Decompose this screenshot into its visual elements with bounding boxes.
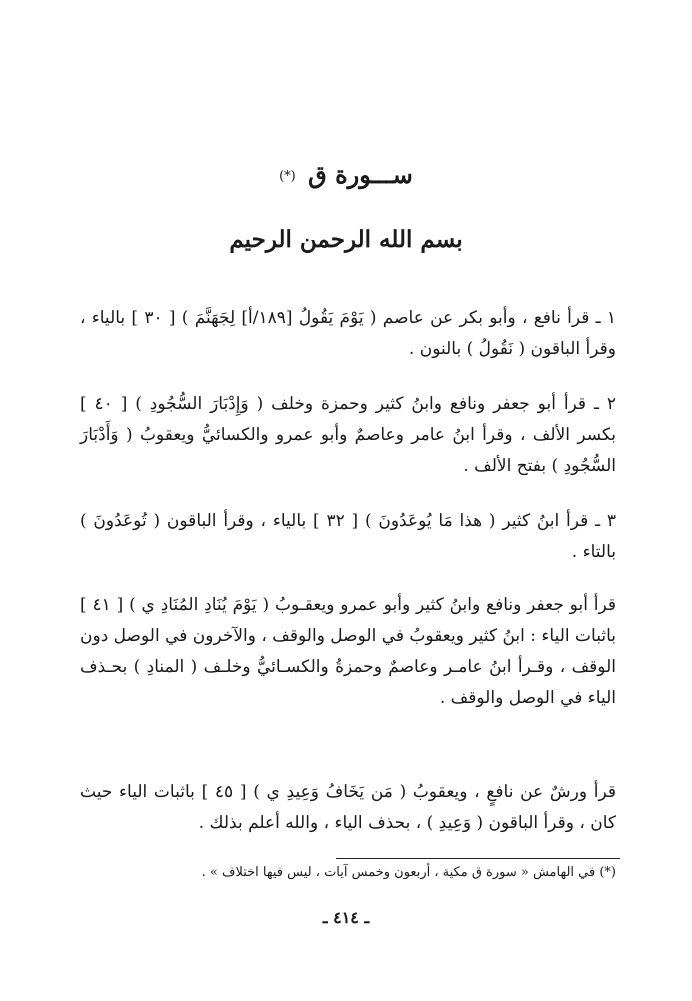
paragraph-4: قرأ أبو جعفر ونافع وابنُ كثير وأبو عمرو ويعقـوبُ ( يَوْمَ يُنَادِ المُنَادِ ي ) [ ٤١ ] باثبات الياء : ابنُ كثير ويعقوبُ في الوصل والوقف ، والآخرون في الوصل دون الوقف ، وقـرأ ابنُ عامـر وعاصمٌ وحمزةُ والكسـائيُّ وخلـف ( المنادِ ) بحـذف الياء في الوصل والوقف . bbox=[80, 595, 616, 708]
basmala: بسم الله الرحمن الرحيم bbox=[229, 226, 463, 253]
paragraph-1: ١ ـ قرأ نافع ، وأبو بكر عن عاصم ( يَوْمَ يَقُولُ [١٨٩/أ] لِجَهَنَّمَ ) [ ٣٠ ] بالياء ، وقرأ الباقون ( نَقُولُ ) بالنون . bbox=[80, 308, 616, 359]
footnote-marker: (*) bbox=[279, 169, 296, 184]
page-number: ـ ٤١٤ ـ bbox=[322, 908, 370, 927]
footnote-divider bbox=[336, 858, 620, 859]
paragraph-5: قرأ ورشٌ عن نافعٍ ، ويعقوبُ ( مَن يَخَافُ وَعِيدِ ي ) [ ٤٥ ] باثبات الياء حيث كان ، وقرأ الباقون ( وَعِيدِ ) ، بحذف الياء ، والله أعلم بذلك . bbox=[80, 782, 616, 833]
surah-title-text: ســـورة ق bbox=[308, 160, 413, 189]
paragraph-3: ٣ ـ قرأ ابنُ كثير ( هذا مَا يُوعَدُونَ ) [ ٣٢ ] بالياء ، وقرأ الباقون ( تُوعَدُونَ ) بالتاء . bbox=[80, 511, 616, 562]
surah-title bbox=[0, 160, 692, 189]
footnote: (*) في الهامش « سورة ق مكية ، أربعون وخمس آيات ، ليس فيها اختلاف » . bbox=[201, 865, 616, 880]
paragraph-2: ٢ ـ قرأ أبو جعفر ونافع وابنُ كثير وحمزة وخلف ( وَإِدْبَارَ السُّجُودِ ) [ ٤٠ ] بكسر الألف ، وقرأ ابنُ عامر وعاصمٌ وأبو عمرو والكسائيُّ ويعقوبُ ( وَأَدْبَارَ السُّجُودِ ) بفتح الألف . bbox=[80, 394, 616, 476]
